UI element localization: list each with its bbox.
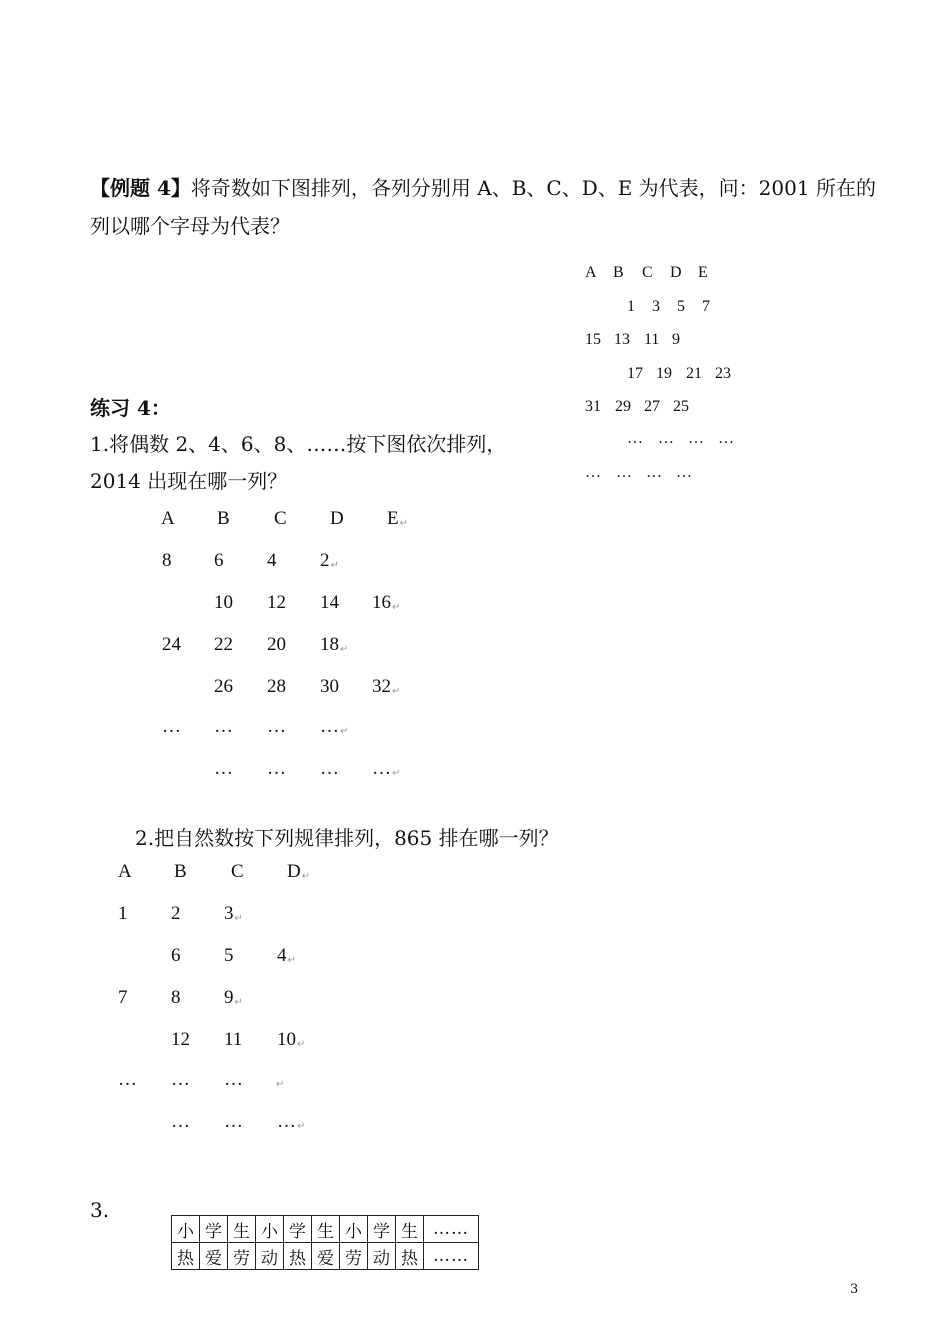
example4-line1 bbox=[90, 172, 876, 201]
q2-cell: … ↵ bbox=[277, 1111, 305, 1133]
grid-cell: … bbox=[688, 430, 704, 447]
grid-cell: 15 bbox=[585, 331, 601, 348]
grid-cell: 27 bbox=[644, 398, 660, 415]
q1-header-b: B bbox=[217, 508, 230, 529]
table-cell: 小 bbox=[256, 1216, 284, 1243]
q2-cell: … bbox=[224, 1111, 243, 1132]
grid-header-d: D bbox=[670, 264, 682, 281]
q2-cell: 6 bbox=[171, 945, 181, 966]
q1-cell: 22 bbox=[214, 634, 233, 655]
q2-cell: 5 bbox=[224, 945, 234, 966]
table-cell: 小 bbox=[340, 1216, 368, 1243]
grid-cell: … bbox=[658, 430, 674, 447]
table-cell: 热 bbox=[284, 1243, 312, 1270]
table-cell: 热 bbox=[172, 1243, 200, 1270]
q1-cell: … ↵ bbox=[372, 758, 400, 780]
q1-cell: 12 bbox=[267, 592, 286, 613]
grid-header-c: C bbox=[642, 264, 653, 281]
q2-cell: 12 bbox=[171, 1029, 190, 1050]
q2-cell: 11 bbox=[224, 1029, 243, 1050]
q2-header-d: D ↵ bbox=[287, 861, 310, 883]
q2-cell: 9 ↵ bbox=[224, 987, 243, 1009]
grid-cell: 29 bbox=[615, 398, 631, 415]
q2-cell: 8 bbox=[171, 987, 181, 1008]
table-cell: 学 bbox=[200, 1216, 228, 1243]
grid-cell: … bbox=[646, 464, 662, 481]
q1-cell: 4 bbox=[267, 550, 277, 571]
page-number: 3 bbox=[850, 1282, 859, 1297]
q1-cell: … bbox=[214, 716, 233, 737]
table-cell: …… bbox=[424, 1243, 479, 1270]
q1-cell: … ↵ bbox=[320, 716, 348, 738]
grid-header-a: A bbox=[585, 264, 597, 281]
table-row bbox=[172, 1216, 479, 1243]
grid-cell: 7 bbox=[702, 298, 710, 315]
grid-cell: … bbox=[718, 430, 734, 447]
q1-cell: 10 bbox=[214, 592, 233, 613]
q2-cell: 4 ↵ bbox=[277, 945, 296, 967]
q1-header-e: E ↵ bbox=[387, 508, 408, 530]
table-cell: 动 bbox=[256, 1243, 284, 1270]
q2-question: 2.把自然数按下列规律排列，865 排在哪一列？ bbox=[135, 826, 559, 850]
q1-header-c: C bbox=[274, 508, 287, 529]
q2-header-c: C bbox=[231, 861, 244, 882]
q2-header-b: B bbox=[174, 861, 187, 882]
q2-cell: 2 bbox=[171, 903, 181, 924]
q1-cell: 6 bbox=[214, 550, 224, 571]
q1-header-d: D bbox=[330, 508, 344, 529]
grid-cell: 17 bbox=[627, 365, 643, 382]
q1-cell: 8 bbox=[162, 550, 172, 571]
q1-cell: 28 bbox=[267, 676, 286, 697]
grid-cell: 23 bbox=[715, 365, 731, 382]
table-cell: 学 bbox=[284, 1216, 312, 1243]
table-cell: 生 bbox=[228, 1216, 256, 1243]
grid-cell: 21 bbox=[686, 365, 702, 382]
grid-cell: 31 bbox=[585, 398, 601, 415]
grid-cell: 13 bbox=[614, 331, 630, 348]
q2-cell: 3 ↵ bbox=[224, 903, 243, 925]
grid-header-e: E bbox=[698, 264, 708, 281]
q1-cell: 32 ↵ bbox=[372, 676, 400, 698]
table-cell: 爱 bbox=[200, 1243, 228, 1270]
grid-cell: … bbox=[676, 464, 692, 481]
example4-label: 【例题 4】 bbox=[90, 176, 191, 200]
q1-cell: 30 bbox=[320, 676, 339, 697]
q2-cell: 1 bbox=[118, 903, 128, 924]
grid-header-b: B bbox=[613, 264, 624, 281]
practice4-heading: 练习 4： bbox=[90, 396, 171, 420]
table-cell: 学 bbox=[368, 1216, 396, 1243]
q1-cell: 18 ↵ bbox=[320, 634, 348, 656]
q1-cell: 24 bbox=[162, 634, 181, 655]
q2-cell: 10 ↵ bbox=[277, 1029, 305, 1051]
table-cell: 生 bbox=[396, 1216, 424, 1243]
grid-cell: … bbox=[627, 430, 643, 447]
q1-cell: … bbox=[214, 758, 233, 779]
table-row bbox=[172, 1243, 479, 1270]
table-cell: 劳 bbox=[228, 1243, 256, 1270]
q1-cell: … bbox=[162, 716, 181, 737]
q3-character-table bbox=[171, 1215, 479, 1270]
grid-cell: 3 bbox=[652, 298, 660, 315]
grid-cell: 9 bbox=[672, 331, 680, 348]
grid-cell: 11 bbox=[644, 331, 660, 348]
q1-cell: 16 ↵ bbox=[372, 592, 400, 614]
table-cell: 小 bbox=[172, 1216, 200, 1243]
grid-cell: … bbox=[585, 464, 601, 481]
q2-cell: … bbox=[224, 1069, 243, 1090]
table-cell: …… bbox=[424, 1216, 479, 1243]
q1-cell: 20 bbox=[267, 634, 286, 655]
example4-question: 将奇数如下图排列，各列分别用 A、B、C、D、E 为代表，问：2001 所在的 bbox=[190, 176, 876, 200]
q1-cell: 2 ↵ bbox=[320, 550, 339, 572]
q2-cell: … bbox=[118, 1069, 137, 1090]
q1-line2: 2014 出现在哪一列？ bbox=[90, 469, 288, 493]
example4-line2: 列以哪个字母为代表？ bbox=[90, 214, 290, 238]
grid-cell: 1 bbox=[627, 298, 635, 315]
q2-cell: 7 bbox=[118, 987, 128, 1008]
table-cell: 热 bbox=[396, 1243, 424, 1270]
table-cell: 劳 bbox=[340, 1243, 368, 1270]
q2-cell: … bbox=[171, 1111, 190, 1132]
q3-number: 3. bbox=[90, 1198, 110, 1222]
grid-cell: 19 bbox=[656, 365, 672, 382]
q1-cell: … bbox=[320, 758, 339, 779]
q1-cell: … bbox=[267, 758, 286, 779]
q1-cell: … bbox=[267, 716, 286, 737]
grid-cell: 5 bbox=[677, 298, 685, 315]
table-cell: 生 bbox=[312, 1216, 340, 1243]
q1-cell: 26 bbox=[214, 676, 233, 697]
table-cell: 动 bbox=[368, 1243, 396, 1270]
q2-cell: … bbox=[171, 1069, 190, 1090]
grid-cell: 25 bbox=[673, 398, 689, 415]
table-cell: 爱 bbox=[312, 1243, 340, 1270]
grid-cell: … bbox=[616, 464, 632, 481]
q1-line1: 1.将偶数 2、4、6、8、……按下图依次排列， bbox=[90, 432, 507, 456]
q2-cell bbox=[275, 1069, 284, 1091]
q1-header-a: A bbox=[161, 508, 175, 529]
q2-header-a: A bbox=[118, 861, 132, 882]
q1-cell: 14 bbox=[320, 592, 339, 613]
